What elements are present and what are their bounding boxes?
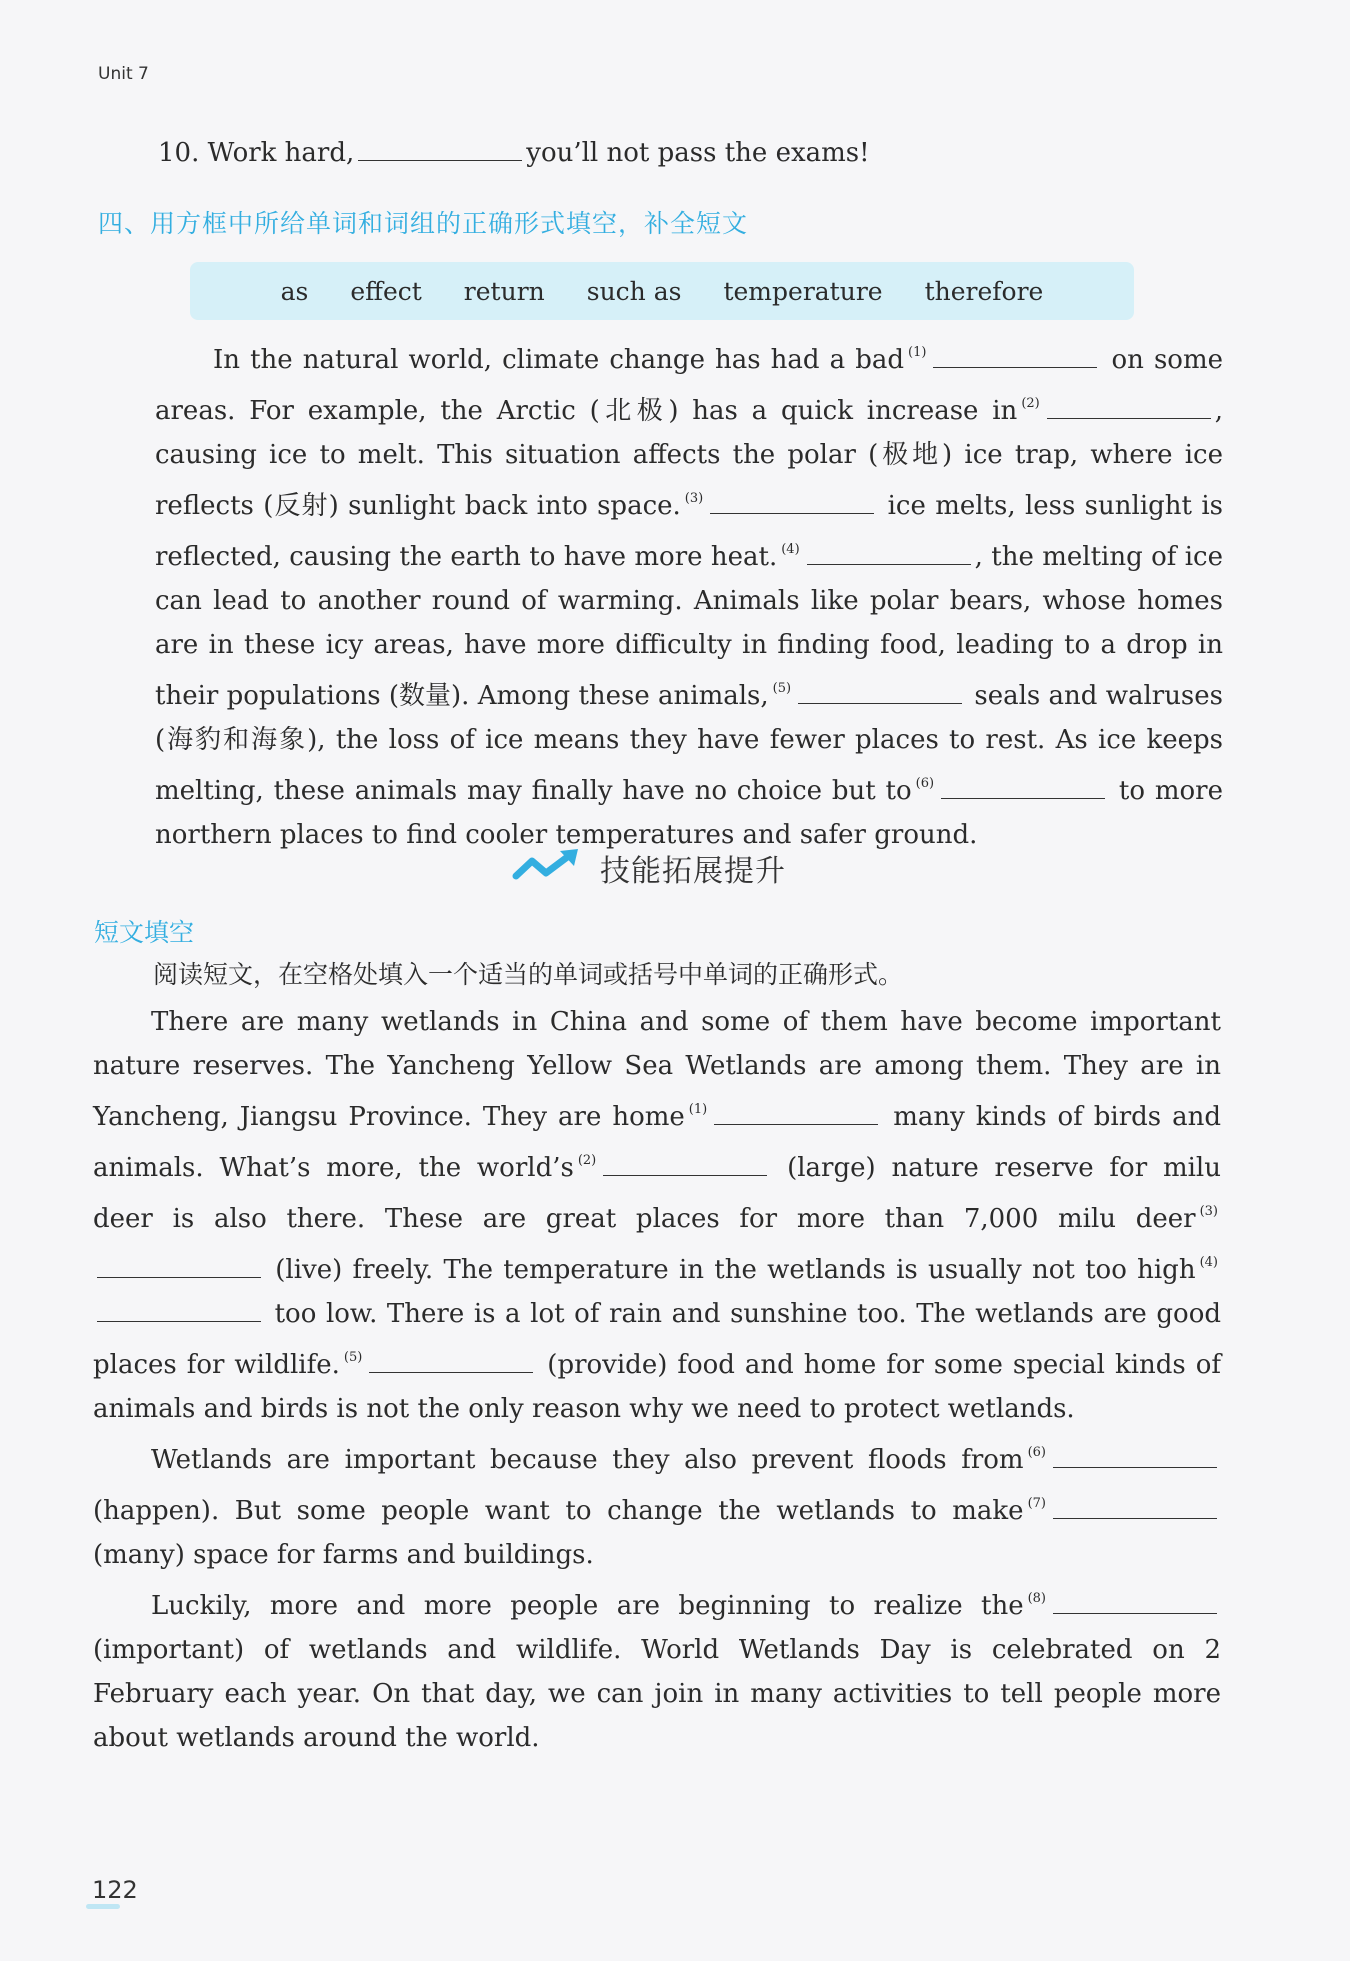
blank-number: (8)	[1027, 1591, 1046, 1606]
skills-header	[512, 846, 786, 890]
passage-text: (important) of wetlands and wildlife. World Wetlands Day is celebrated on 2 February each year. On that day, we can join in many activities to tell people more about wetlands around the world.	[93, 1635, 1221, 1753]
answer-blank[interactable]	[1053, 1589, 1217, 1614]
question-10-text-after: you’ll not pass the exams!	[526, 138, 870, 168]
passage-text: seals and walruses (海豹和海象), the loss of ice means they have fewer places to rest. As ice keeps melting, these animals may finally have no choice but to	[155, 681, 1224, 806]
page-number: 122	[92, 1876, 138, 1904]
answer-blank[interactable]	[97, 1297, 261, 1322]
trend-arrow-icon	[512, 848, 582, 888]
paragraph	[155, 331, 1223, 857]
passage-text: (large) nature reserve for milu deer is also there. These are great places for more than 7,000 milu deer	[93, 1153, 1221, 1234]
passage-text: many kinds of birds and animals. What’s more, the world’s	[93, 1102, 1222, 1183]
blank-number: (2)	[577, 1153, 597, 1168]
blank-number: (5)	[772, 681, 792, 696]
passage-text: In the natural world, climate change has had a bad	[213, 345, 904, 375]
blank-number: (6)	[1027, 1445, 1046, 1460]
passage-text: , causing ice to melt. This situation affects the polar (极地) ice trap, where ice reflects (反射) sunlight back into space.	[155, 396, 1223, 521]
word-box	[190, 262, 1134, 320]
passage-text: (live) freely. The temperature in the wetlands is usually not too high	[275, 1255, 1196, 1285]
subsection-title: 短文填空	[94, 918, 195, 947]
passage-text: ice melts, less sunlight is reflected, causing the earth to have more heat.	[155, 491, 1223, 572]
blank-number: (3)	[1199, 1204, 1218, 1219]
answer-blank[interactable]	[798, 679, 962, 704]
word-option: therefore	[924, 276, 1044, 306]
answer-blank[interactable]	[1053, 1443, 1217, 1468]
passage-text: on some areas. For example, the Arctic (北极) has a quick increase in	[155, 345, 1224, 426]
answer-blank[interactable]	[369, 1348, 533, 1373]
passage-text: Wetlands are important because they also prevent floods from	[151, 1445, 1024, 1475]
paragraph	[93, 1000, 1221, 1431]
passage-text: (many) space for farms and buildings.	[93, 1540, 594, 1570]
blank-number: (4)	[1199, 1255, 1218, 1270]
passage-text: (provide) food and home for some special kinds of animals and birds is not the only reason why we need to protect wetlands.	[93, 1350, 1222, 1424]
answer-blank[interactable]	[941, 774, 1105, 799]
section-4-title: 四、用方框中所给单词和词组的正确形式填空，补全短文	[98, 209, 749, 238]
instruction: 阅读短文，在空格处填入一个适当的单词或括号中单词的正确形式。	[153, 960, 904, 989]
word-option: as	[280, 276, 309, 306]
passage-text: , the melting of ice can lead to another round of warming. Animals like polar bears, whose homes are in these icy areas, have more difficulty in finding food, leading to a drop in their populations (数量). Among these animals,	[155, 542, 1224, 711]
section-4-passage	[155, 331, 1223, 857]
passage-text: too low. There is a lot of rain and sunshine too. The wetlands are good places for wildlife.	[93, 1299, 1221, 1380]
question-10-text-before: 10. Work hard,	[158, 138, 355, 168]
answer-blank[interactable]	[1053, 1494, 1217, 1519]
blank-number: (1)	[688, 1102, 708, 1117]
word-option: return	[463, 276, 545, 306]
answer-blank[interactable]	[714, 1100, 878, 1125]
passage-text: Luckily, more and more people are beginning to realize the	[151, 1591, 1024, 1621]
word-option: temperature	[723, 276, 883, 306]
blank-number: (2)	[1021, 396, 1040, 411]
answer-blank[interactable]	[933, 343, 1097, 368]
skills-title: 技能拓展提升	[600, 854, 786, 889]
answer-blank[interactable]	[1047, 394, 1211, 419]
answer-blank[interactable]	[807, 540, 971, 565]
answer-blank[interactable]	[97, 1253, 261, 1278]
question-10	[158, 136, 870, 168]
answer-blank[interactable]	[603, 1151, 767, 1176]
blank-number: (4)	[781, 542, 800, 557]
page-number-underline	[86, 1904, 120, 1909]
passage-text: (happen). But some people want to change the wetlands to make	[93, 1496, 1024, 1526]
blank-number: (3)	[684, 491, 704, 506]
skills-passage	[93, 1000, 1221, 1760]
answer-blank[interactable]	[710, 489, 874, 514]
word-option: such as	[586, 276, 682, 306]
paragraph	[93, 1431, 1221, 1577]
answer-blank[interactable]	[358, 136, 522, 161]
paragraph	[93, 1577, 1221, 1760]
passage-text: to more northern places to find cooler temperatures and safer ground.	[155, 776, 1223, 850]
word-option: effect	[350, 276, 422, 306]
blank-number: (1)	[908, 345, 927, 360]
unit-label: Unit 7	[98, 64, 149, 84]
blank-number: (5)	[343, 1350, 363, 1365]
passage-text: There are many wetlands in China and some of them have become important nature reserves. The Yancheng Yellow Sea Wetlands are among them. They are in Yancheng, Jiangsu Province. They are home	[93, 1007, 1221, 1132]
blank-number: (7)	[1027, 1496, 1046, 1511]
blank-number: (6)	[915, 776, 935, 791]
